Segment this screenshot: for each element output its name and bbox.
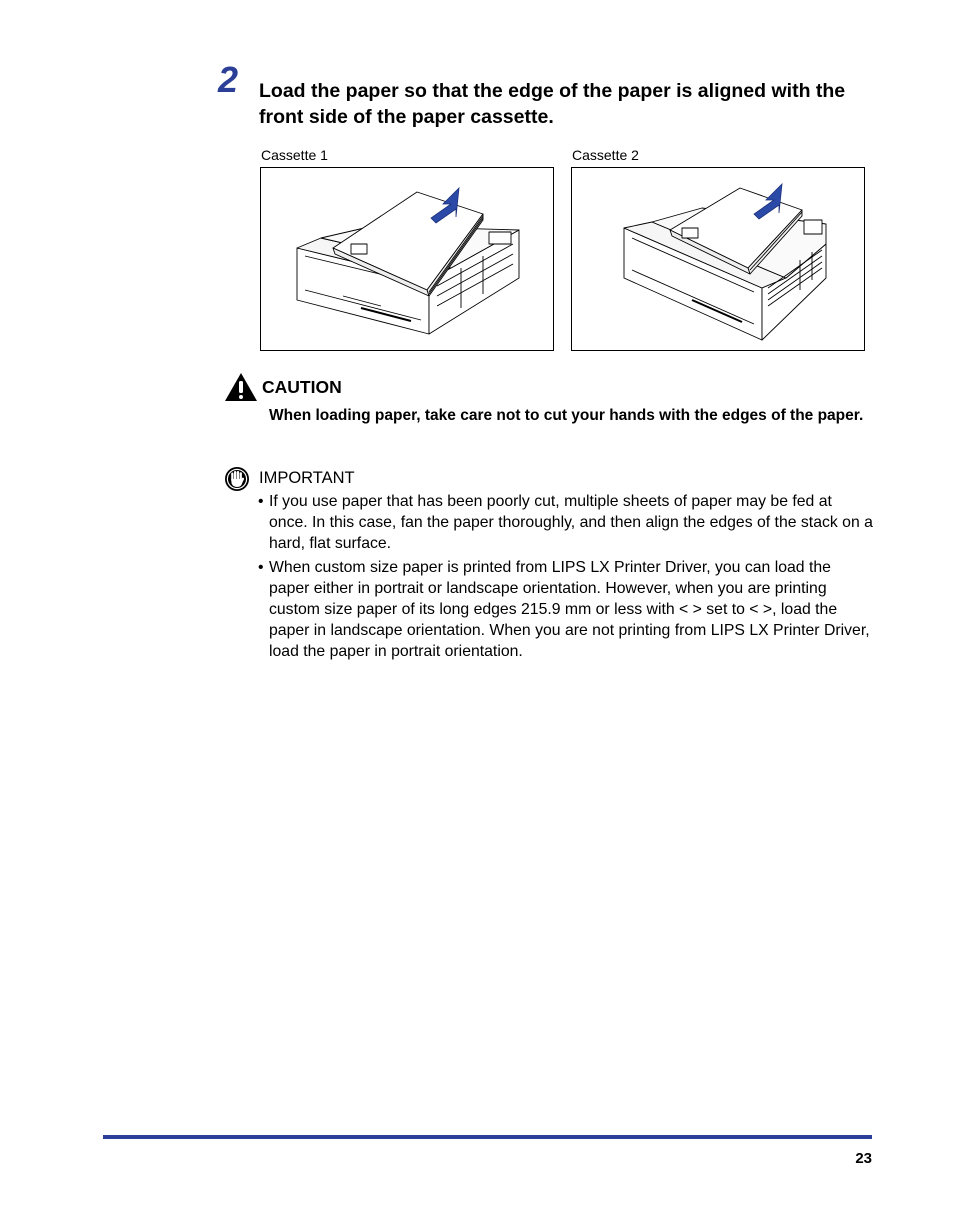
- list-item: [258, 492, 873, 554]
- figure-label-cassette-1: Cassette 1: [261, 147, 328, 163]
- footer-rule: [103, 1135, 872, 1139]
- important-list: [258, 492, 873, 666]
- important-title: IMPORTANT: [259, 469, 355, 487]
- warning-triangle-icon: [224, 372, 258, 407]
- figure-label-cassette-2: Cassette 2: [572, 147, 639, 163]
- list-item-text: When custom size paper is printed from LIPS LX Printer Driver, you can load the paper either in portrait or landscape orientation. However, when you are printing custom size paper of its long edges 215.9 mm or less with < > set to < >, load the paper in landscape orientation. When you are not printing from LIPS LX Printer Driver, load the paper in portrait orientation.: [269, 559, 870, 660]
- page-number: 23: [855, 1150, 872, 1167]
- bullet-symbol: •: [258, 559, 264, 577]
- cassette-1-drawing: [261, 168, 553, 350]
- caution-text: When loading paper, take care not to cut your hands with the edges of the paper.: [269, 407, 864, 424]
- cassette-2-drawing: [572, 168, 864, 350]
- step-title: Load the paper so that the edge of the paper is aligned with the front side of the paper cassette.: [259, 80, 846, 128]
- cassette-1-illustration: [260, 167, 554, 351]
- bullet-symbol: •: [258, 493, 264, 510]
- raised-hand-icon: [224, 466, 250, 497]
- list-item: [258, 558, 873, 662]
- caution-title: CAUTION: [262, 377, 342, 397]
- step-number: 2: [218, 59, 239, 100]
- list-item-text: If you use paper that has been poorly cut, multiple sheets of paper may be fed at once. In this case, fan the paper thoroughly, and then align the edges of the stack on a hard, flat surface.: [269, 493, 873, 552]
- cassette-2-illustration: [571, 167, 865, 351]
